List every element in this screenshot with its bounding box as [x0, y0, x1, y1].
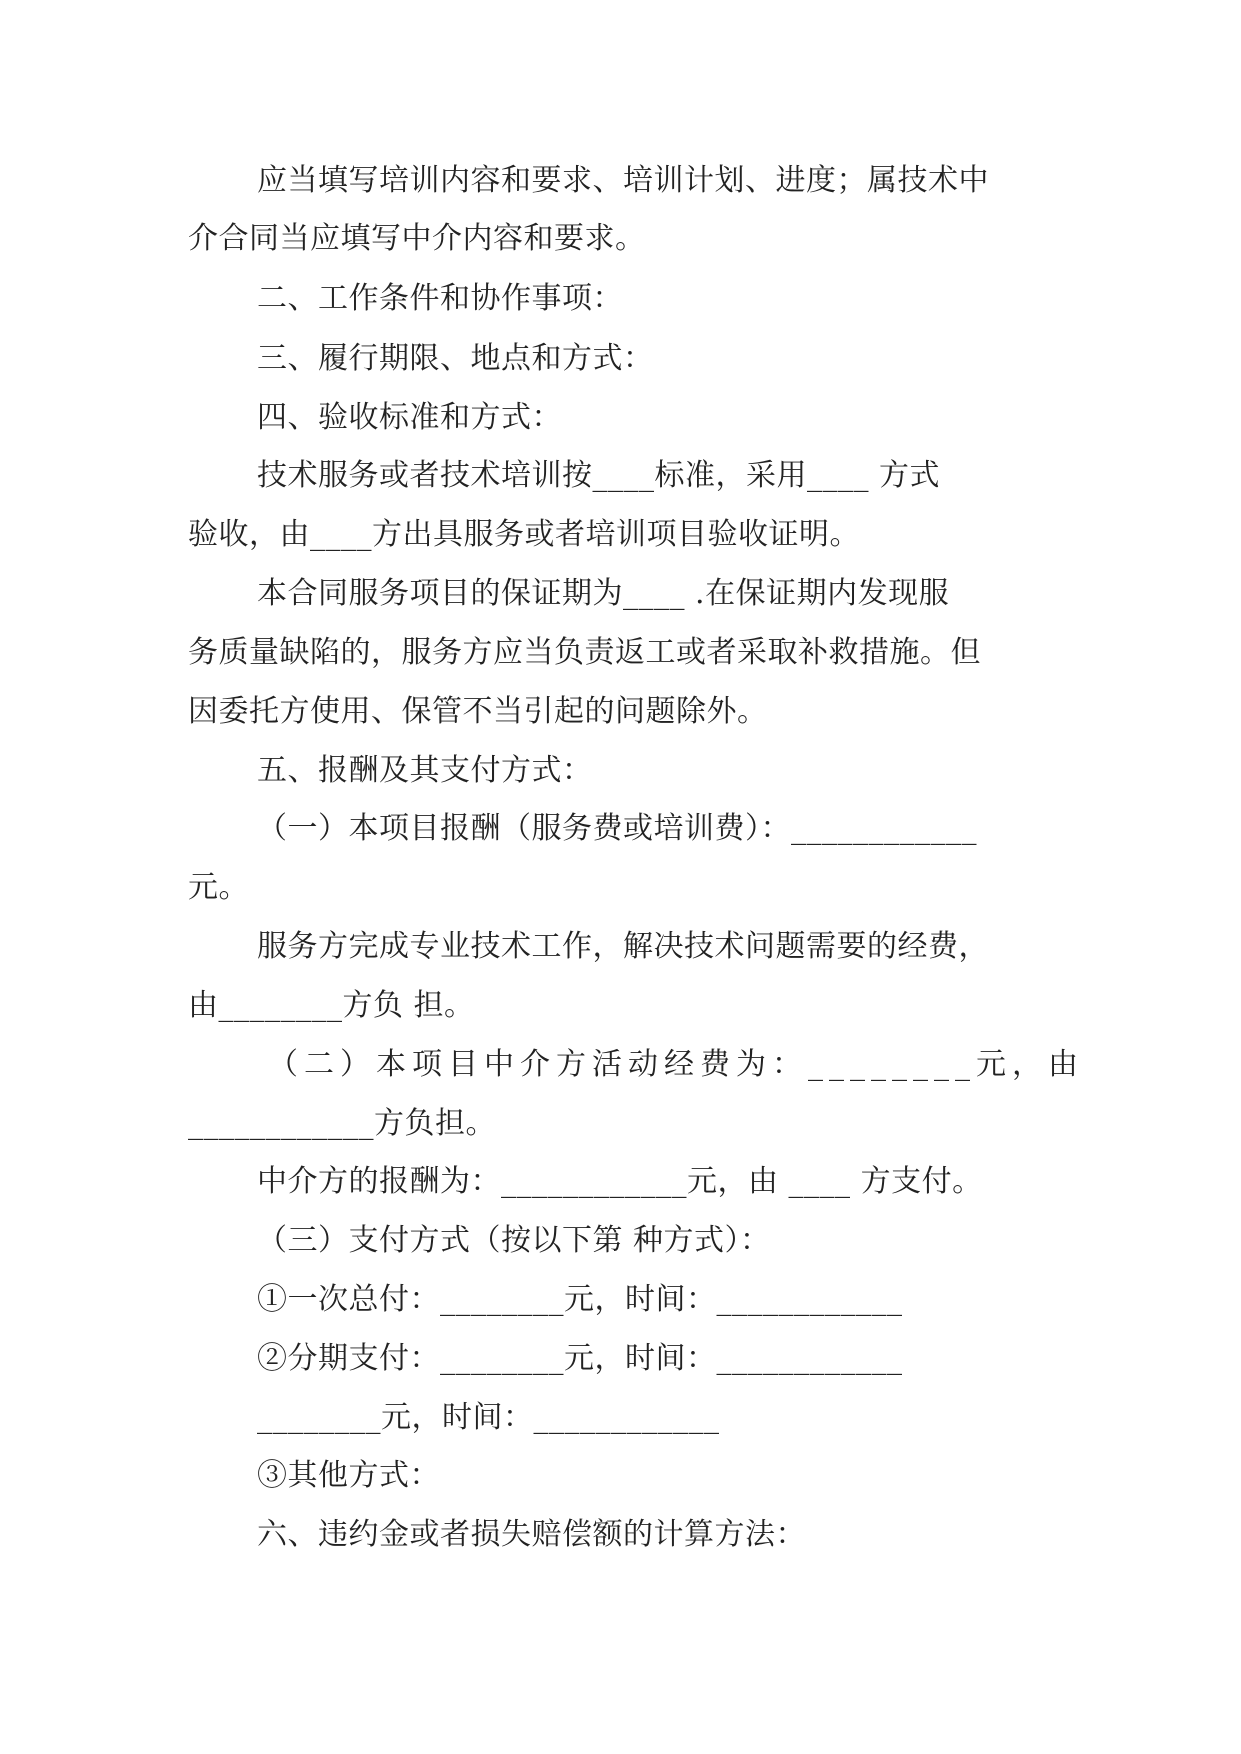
section-heading-4: 四、验收标准和方式： — [257, 400, 562, 435]
section-heading-6: 六、违约金或者损失赔偿额的计算方法： — [257, 1517, 806, 1552]
paragraph-line: （三）支付方式（按以下第 种方式）： — [257, 1223, 771, 1258]
section-heading-2: 二、工作条件和协作事项： — [257, 281, 623, 316]
paragraph-line: 验收，由____方出具服务或者培训项目验收证明。 — [188, 517, 860, 552]
section-heading-3: 三、履行期限、地点和方式： — [257, 341, 654, 376]
paragraph-line: （二）本项目中介方活动经费为：________元，由 — [268, 1047, 1084, 1082]
paragraph-line: 本合同服务项目的保证期为____ .在保证期内发现服 — [257, 576, 950, 611]
paragraph-line: ①一次总付：________元，时间：____________ — [257, 1282, 903, 1317]
paragraph-line: 技术服务或者技术培训按____标准，采用____ 方式 — [257, 458, 941, 493]
paragraph-line: 因委托方使用、保管不当引起的问题除外。 — [188, 694, 768, 729]
paragraph-line: 介合同当应填写中介内容和要求。 — [188, 221, 646, 256]
paragraph-line: ②分期支付：________元，时间：____________ — [257, 1341, 903, 1376]
paragraph-line: ____________方负担。 — [188, 1106, 496, 1141]
paragraph-line: 中介方的报酬为：____________元，由 ____ 方支付。 — [257, 1164, 983, 1199]
paragraph-line: 务质量缺陷的，服务方应当负责返工或者采取补救措施。但 — [188, 635, 981, 670]
paragraph-line: ③其他方式： — [257, 1458, 440, 1493]
paragraph-line: 由________方负 担。 — [188, 988, 475, 1023]
paragraph-line: 元。 — [188, 870, 249, 905]
paragraph-line: 服务方完成专业技术工作，解决技术问题需要的经费， — [257, 929, 989, 964]
section-heading-5: 五、报酬及其支付方式： — [257, 753, 593, 788]
paragraph-line: 应当填写培训内容和要求、培训计划、进度；属技术中 — [257, 163, 989, 198]
paragraph-line: ________元，时间：____________ — [257, 1400, 720, 1435]
paragraph-line: （一）本项目报酬（服务费或培训费）：____________ — [257, 811, 977, 846]
